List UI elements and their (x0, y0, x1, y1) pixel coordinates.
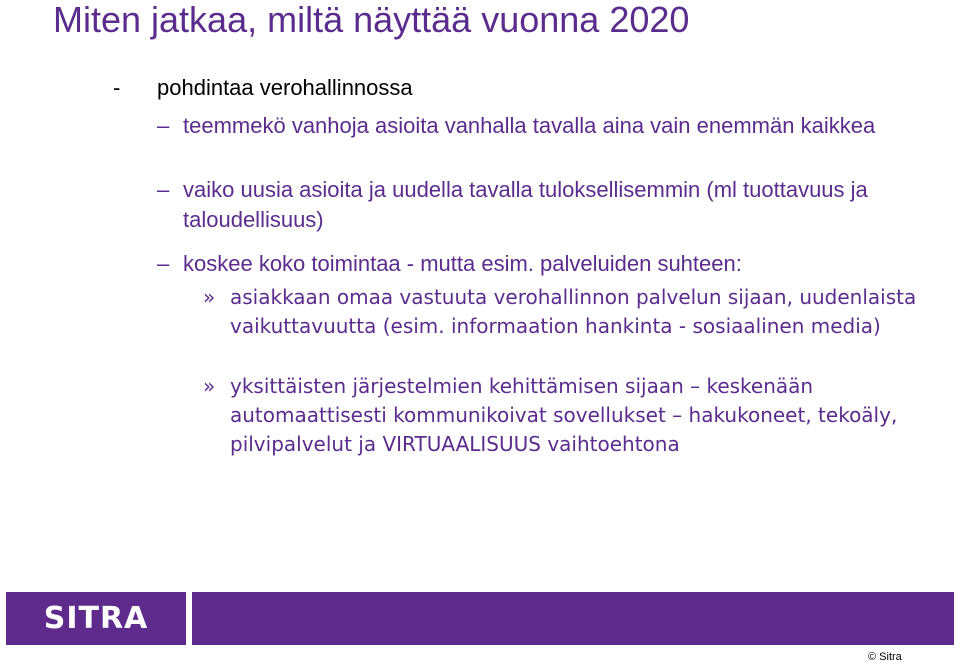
bullet-level2-text: teemmekö vanhoja asioita vanhalla tavalla aina vain enemmän kaikkea (183, 113, 876, 138)
bullet-level2-text: koskee koko toimintaa - mutta esim. palveluiden suhteen: (183, 251, 742, 276)
copyright-notice: © Sitra (868, 651, 902, 663)
dash-marker: - (113, 75, 121, 100)
footer-band (192, 592, 954, 645)
en-dash-marker: – (157, 251, 170, 276)
sitra-logo-text: SITRA (43, 601, 149, 636)
bullet-level2-item (157, 111, 883, 141)
slide-title: Miten jatkaa, miltä näyttää vuonna 2020 (53, 0, 690, 40)
bullet-level3-text: asiakkaan omaa vastuuta verohallinnon palvelun sijaan, uudenlaista vaikuttavuutta (esim. informaation hankinta - sosiaalinen media) (230, 285, 917, 338)
bullet-level3-item (203, 283, 930, 341)
en-dash-marker: – (157, 177, 170, 202)
guillemet-marker: » (203, 285, 216, 309)
bullet-level2-item (157, 249, 883, 279)
sitra-logo (6, 592, 186, 645)
guillemet-marker: » (203, 374, 216, 398)
bullet-level1-text: pohdintaa verohallinnossa (157, 75, 413, 100)
bullet-level3-text: yksittäisten järjestelmien kehittämisen sijaan – keskenään automaattisesti kommunikoivat sovellukset – hakukoneet, tekoäly, pilvipalvelut ja VIRTUAALISUUS vaihtoehtona (230, 374, 898, 456)
en-dash-marker: – (157, 113, 170, 138)
bullet-level3-item (203, 372, 930, 459)
bullet-level2-item (157, 175, 883, 235)
bullet-level2-text: vaiko uusia asioita ja uudella tavalla tuloksellisemmin (ml tuottavuus ja taloudellisuus) (183, 177, 868, 232)
